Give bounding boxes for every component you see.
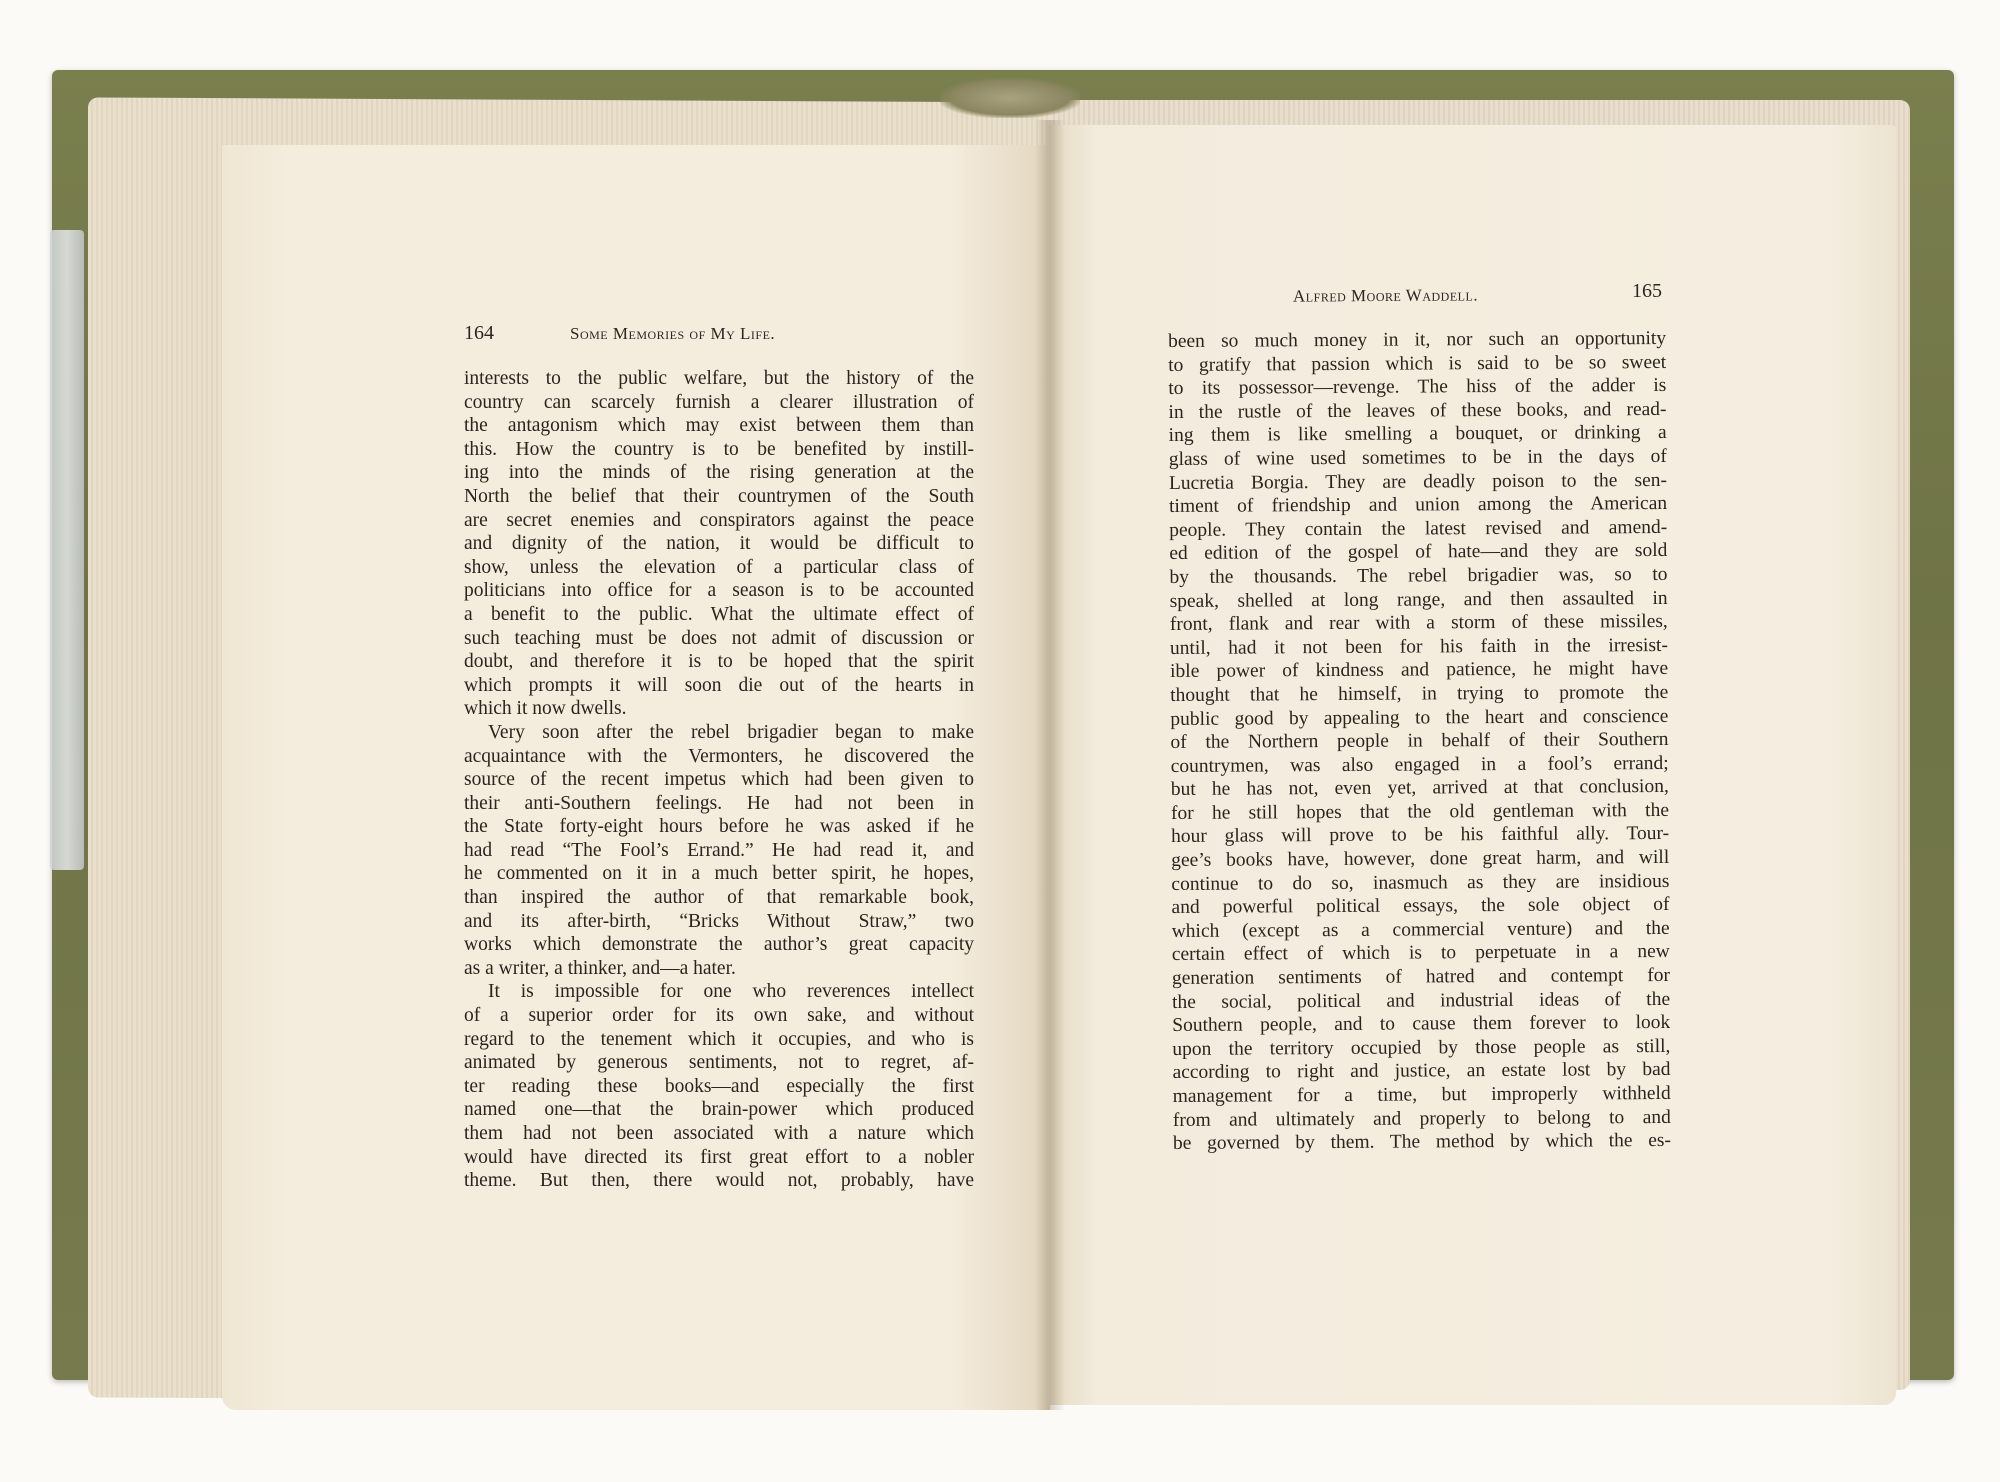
text-line: of the Northern people in behalf of their Southern (1170, 729, 1669, 754)
text-line: and powerful political essays, the sole object of (1171, 894, 1670, 919)
text-line: in the rustle of the leaves of these books, and read- (1168, 398, 1667, 423)
text-line: such teaching must be does not admit of discussion or (464, 627, 974, 649)
text-line: and its after-birth, “Bricks Without Straw,” two (464, 910, 974, 932)
text-line: which prompts it will soon die out of the hearts in (464, 674, 974, 696)
text-line: certain effect of which is to perpetuate in a new (1171, 941, 1670, 966)
text-line: and dignity of the nation, it would be difficult to (464, 533, 974, 555)
text-line: doubt, and therefore it is to be hoped that the spirit (464, 651, 974, 673)
text-line: front, flank and rear with a storm of these missiles, (1169, 611, 1668, 636)
text-line: speak, shelled at long range, and then assaulted in (1169, 587, 1668, 612)
text-line: gee’s books have, however, done great harm, and will (1171, 847, 1670, 872)
text-line: hour glass will prove to be his faithful ally. Tour- (1171, 823, 1670, 848)
text-line: interests to the public welfare, but the history of the (464, 368, 974, 389)
left-running-head: Some Memories of My Life. (570, 324, 776, 343)
text-line: generation sentiments of hatred and contempt for (1171, 964, 1671, 990)
text-line: ible power of kindness and patience, he might have (1170, 658, 1669, 683)
text-line: by the thousands. The rebel brigadier was, so to (1169, 563, 1668, 588)
text-line: been so much money in it, nor such an opportunity (1168, 327, 1667, 352)
text-line: Southern people, and to cause them forever to look (1172, 1012, 1671, 1037)
text-line: to its possessor—revenge. The hiss of the adder is (1168, 375, 1667, 400)
text-line: acquaintance with the Vermonters, he discovered the (464, 745, 974, 767)
text-line: according to right and justice, an estate lost by bad (1172, 1059, 1671, 1084)
text-line: which (except as a commercial venture) and the (1171, 917, 1670, 942)
spine-headband (940, 78, 1080, 118)
right-page-text (1168, 327, 1671, 1156)
text-line: timent of friendship and union among the American (1169, 493, 1668, 518)
text-line: them had not been associated with a nature which (464, 1123, 974, 1144)
right-running-head: Alfred Moore Waddell. (1292, 285, 1479, 306)
text-line: be governed by them. The method by which the es- (1172, 1130, 1672, 1155)
text-line: ing into the minds of the rising generation at the (464, 462, 974, 484)
text-line: named one—that the brain-power which produced (464, 1099, 974, 1121)
text-line: but he has not, even yet, arrived at that conclusion, (1170, 776, 1669, 801)
text-line: had read “The Fool’s Errand.” He had read it, and (464, 839, 974, 861)
text-line: countrymen, was also engaged in a fool’s errand; (1170, 752, 1669, 777)
text-line: ter reading these books—and especially the first (464, 1075, 974, 1097)
text-line: he commented on it in a much better spirit, he hopes, (464, 863, 974, 885)
text-line: public good by appealing to the heart and conscience (1170, 705, 1669, 730)
text-line: theme. But then, there would not, probably, have (464, 1170, 974, 1192)
text-line: country can scarcely furnish a clearer illustration of (464, 391, 974, 413)
text-line: people. They contain the latest revised and amend- (1169, 516, 1668, 541)
text-line: the social, political and industrial ideas of the (1172, 988, 1671, 1013)
text-line: continue to do so, inasmuch as they are insidious (1171, 870, 1670, 895)
text-line: for he still hopes that the old gentleman with the (1170, 799, 1670, 824)
text-line: to gratify that passion which is said to be so sweet (1168, 351, 1667, 376)
text-line: ing them is like smelling a bouquet, or drinking a (1168, 422, 1667, 447)
text-line: are secret enemies and conspirators against the peace (464, 509, 974, 531)
text-line: thought that he himself, in trying to promote the (1170, 681, 1669, 706)
text-line: a benefit to the public. What the ultimate effect of (464, 603, 974, 625)
text-line: which it now dwells. (464, 698, 627, 720)
text-line: this. How the country is to be benefited by instill- (464, 438, 974, 460)
text-line: upon the territory occupied by those people as still, (1172, 1035, 1671, 1060)
text-line: regard to the tenement which it occupies, and who is (464, 1028, 974, 1050)
text-line: glass of wine used sometimes to be in the days of (1168, 445, 1667, 470)
text-line: their anti-Southern feelings. He had not been in (464, 792, 974, 814)
text-line: as a writer, a thinker, and—a hater. (464, 957, 736, 979)
text-line: works which demonstrate the author’s great capacity (464, 934, 974, 956)
text-line: of a superior order for its own sake, and without (464, 1005, 974, 1027)
text-line: source of the recent impetus which had been given to (464, 769, 974, 791)
text-line: It is impossible for one who reverences intellect (488, 981, 974, 1003)
text-line: than inspired the author of that remarkable book, (464, 887, 974, 909)
text-line: Very soon after the rebel brigadier began to make (488, 721, 974, 743)
right-folio: 165 (1632, 280, 1662, 302)
text-line: animated by generous sentiments, not to regret, af- (464, 1052, 974, 1074)
text-line: politicians into office for a season is to be accounted (464, 580, 974, 602)
text-line: Lucretia Borgia. They are deadly poison to the sen- (1168, 469, 1667, 494)
text-line: would have directed its first great effort to a nobler (464, 1146, 974, 1168)
left-folio: 164 (464, 322, 494, 344)
text-line: ed edition of the gospel of hate—and they are sold (1169, 540, 1668, 565)
text-line: from and ultimately and properly to belong to and (1172, 1106, 1671, 1131)
text-line: the antagonism which may exist between them than (464, 415, 974, 437)
text-line: the State forty-eight hours before he was asked if he (464, 816, 974, 838)
gutter-shadow (1035, 120, 1065, 1410)
text-line: management for a time, but improperly withheld (1172, 1082, 1671, 1107)
bookmark-ribbon (50, 230, 84, 870)
text-line: until, had it not been for his faith in the irresist- (1169, 634, 1668, 659)
text-line: North the belief that their countrymen of the South (464, 485, 974, 507)
text-line: show, unless the elevation of a particular class of (464, 556, 974, 578)
left-page-text (464, 367, 974, 1193)
